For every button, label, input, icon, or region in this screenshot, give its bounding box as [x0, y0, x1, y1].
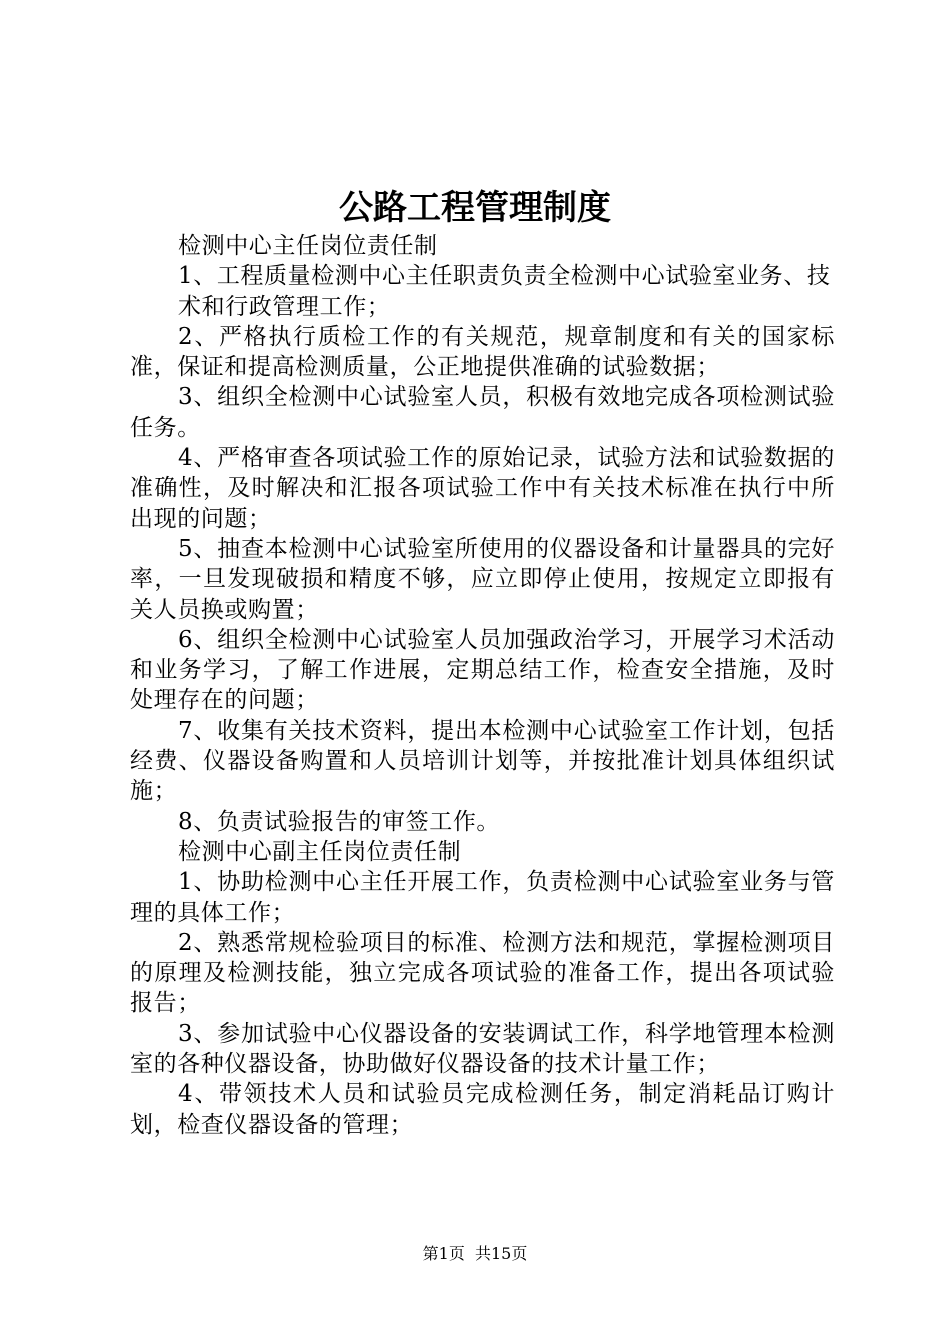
- paragraph: 5、抽查本检测中心试验室所使用的仪器设备和计量器具的完好率，一旦发现破损和精度不够，应立即停止使用，按规定立即报有关人员换或购置；: [130, 535, 835, 623]
- paragraph: 2、熟悉常规检验项目的标准、检测方法和规范，掌握检测项目的原理及检测技能，独立完成各项试验的准备工作，提出各项试验报告；: [130, 929, 835, 1017]
- paragraph: 1、工程质量检测中心主任职责负责全检测中心试验室业务、技: [178, 263, 831, 290]
- page-number-label: 第1页 共15页: [422, 1244, 528, 1263]
- page-footer: [0, 1243, 950, 1265]
- document-body: [130, 231, 835, 1140]
- paragraph: 8、负责试验报告的审签工作。: [178, 808, 501, 835]
- paragraph: 3、组织全检测中心试验室人员，积极有效地完成各项检测试验任务。: [130, 384, 835, 441]
- paragraph: 1、协助检测中心主任开展工作，负责检测中心试验室业务与管理的具体工作；: [130, 869, 835, 926]
- paragraph: 6、组织全检测中心试验室人员加强政治学习，开展学习术活动和业务学习，了解工作进展，定期总结工作，检查安全措施，及时处理存在的问题；: [130, 626, 835, 714]
- paragraph: 4、带领技术人员和试验员完成检测任务，制定消耗品订购计划，检查仪器设备的管理；: [130, 1081, 835, 1138]
- paragraph: 2、严格执行质检工作的有关规范，规章制度和有关的国家标准，保证和提高检测质量，公正地提供准确的试验数据；: [130, 323, 835, 381]
- paragraph: 术和行政管理工作；: [178, 293, 391, 320]
- document-title: 公路工程管理制度: [339, 188, 611, 228]
- paragraph: 7、收集有关技术资料，提出本检测中心试验室工作计划，包括经费、仪器设备购置和人员培训计划等，并按批准计划具体组织试施；: [130, 717, 835, 805]
- paragraph: 检测中心主任岗位责任制: [178, 233, 438, 259]
- paragraph: 检测中心副主任岗位责任制: [178, 838, 462, 865]
- paragraph: 3、参加试验中心仪器设备的安装调试工作，科学地管理本检测室的各种仪器设备，协助做好仪器设备的技术计量工作；: [130, 1020, 835, 1078]
- paragraph: 4、严格审查各项试验工作的原始记录，试验方法和试验数据的准确性，及时解决和汇报各项试验工作中有关技术标准在执行中所出现的问题；: [130, 445, 835, 532]
